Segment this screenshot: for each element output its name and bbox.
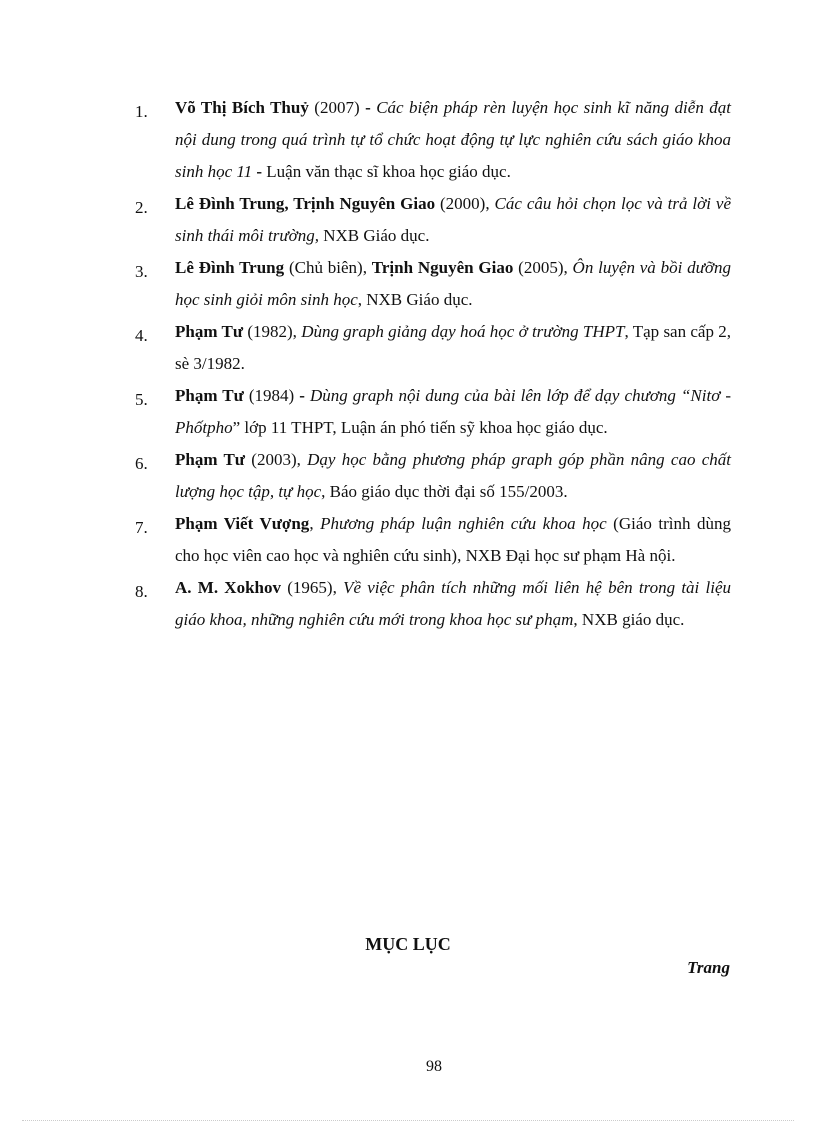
reference-item <box>135 508 731 572</box>
reference-item <box>135 188 731 252</box>
reference-title: Các câu hỏi chọn lọc và trả lời về sinh thái môi trường, <box>175 194 731 245</box>
reference-item <box>135 316 731 380</box>
reference-author: Phạm Tư <box>175 322 244 341</box>
reference-text: ” lớp 11 THPT, Luận án phó tiến sỹ khoa học giáo dục. <box>232 418 608 437</box>
page-number: 98 <box>426 1058 442 1075</box>
reference-list <box>135 92 731 636</box>
reference-item <box>135 572 731 636</box>
reference-number: 5. <box>135 390 148 409</box>
reference-number: 3. <box>135 262 148 281</box>
reference-text: , <box>309 514 321 533</box>
toc-title: MỤC LỤC <box>365 934 451 954</box>
reference-author: Lê Đình Trung, Trịnh Nguyên Giao <box>175 194 436 213</box>
reference-title: Dùng graph nội dung của bài lên lớp để dạy chương “Nitơ - Phốtpho <box>175 386 732 437</box>
reference-text: (2005), <box>513 258 573 277</box>
reference-text: (2000), <box>435 194 495 213</box>
reference-text: , NXB giáo dục. <box>573 610 685 629</box>
reference-item <box>135 380 731 444</box>
reference-author: Phạm Tư <box>175 386 244 405</box>
reference-item <box>135 92 731 188</box>
reference-number: 6. <box>135 454 148 473</box>
reference-number: 4. <box>135 326 148 345</box>
reference-text: NXB Giáo dục. <box>318 226 430 245</box>
reference-text: (Giáo trình dùng cho học viên cao học và nghiên cứu sinh), NXB Đại học sư phạm Hà nội. <box>175 514 731 565</box>
toc-page-label: Trang <box>687 958 730 977</box>
reference-author: Trịnh Nguyên Giao <box>371 258 514 277</box>
reference-text: (1965), <box>281 578 344 597</box>
reference-text: Luận văn thạc sĩ khoa học giáo dục. <box>266 162 511 181</box>
reference-item <box>135 444 731 508</box>
reference-number: 8. <box>135 582 148 601</box>
reference-text: (2007) <box>308 98 366 117</box>
reference-author: Võ Thị Bích Thuỷ <box>175 98 309 117</box>
reference-text: , NXB Giáo dục. <box>357 290 473 309</box>
reference-text: (2003), <box>245 450 308 469</box>
reference-number: 7. <box>135 518 148 537</box>
reference-title: Dạy học bằng phương pháp graph góp phần nâng cao chất lượng học tập, tự học <box>175 450 731 501</box>
reference-number: 1. <box>135 102 148 121</box>
reference-title: Ôn luyện và bồi dưỡng học sinh giỏi môn sinh học <box>175 258 731 309</box>
reference-author: A. M. Xokhov <box>175 578 281 597</box>
reference-title: Các biện pháp rèn luyện học sinh kĩ năng diễn đạt nội dung trong quá trình tự tổ chức hoạt động tự lực nghiên cứu sách giáo khoa sinh học 11 <box>175 98 731 181</box>
reference-author: Phạm Viết Vượng <box>175 514 310 533</box>
reference-title: Dùng graph giảng dạy hoá học ở trường THPT <box>301 322 625 341</box>
reference-number: 2. <box>135 198 148 217</box>
reference-author: Lê Đình Trung <box>175 258 285 277</box>
reference-text: (1982), <box>243 322 302 341</box>
reference-text: , Tạp san cấp 2, sè 3/1982. <box>175 322 732 373</box>
reference-item <box>135 252 731 316</box>
footer-rule <box>22 1120 794 1121</box>
reference-text: (Chủ biên), <box>284 258 372 277</box>
reference-title: Về việc phân tích những mối liên hệ bên trong tài liệu giáo khoa, những nghiên cứu mới trong khoa học sư phạm <box>175 578 732 629</box>
reference-text: (1984) <box>243 386 300 405</box>
reference-author: Phạm Tư <box>175 450 246 469</box>
reference-author: - <box>365 98 377 117</box>
reference-author: - <box>252 162 267 181</box>
reference-title: Phương pháp luận nghiên cứu khoa học <box>320 514 607 533</box>
reference-author: - <box>299 386 310 405</box>
reference-text: , Báo giáo dục thời đại số 155/2003. <box>321 482 568 501</box>
